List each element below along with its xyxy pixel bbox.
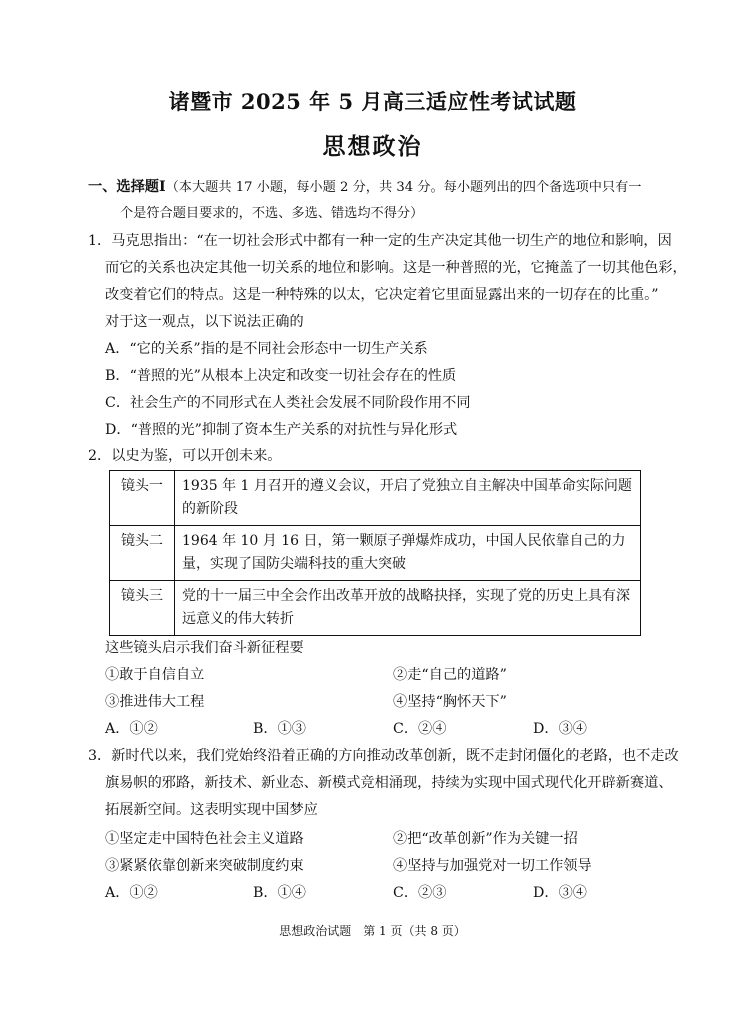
q1-option-d: D．“普照的光”抑制了资本生产关系的对抗性与异化形式 (105, 422, 458, 438)
q2-choice-a: A．①② (105, 721, 158, 737)
scene-desc: 1935 年 1 月召开的遵义会议，开启了党独立自主解决中国革命实际问题的新阶段 (175, 471, 641, 526)
scene-label: 镜头三 (110, 581, 175, 636)
q1-stem-line3: 改变着它们的特点。这是一种特殊的以太，它决定着它里面显露出来的一切存在的比重。” (105, 287, 659, 303)
q1-stem-line1: 1．马克思指出：“在一切社会形式中都有一种一定的生产决定其他一切生产的地位和影响，因 (88, 233, 672, 249)
q2-choice-c: C．②④ (393, 721, 447, 737)
table-row (110, 581, 641, 636)
page-footer: 思想政治试题 第 1 页（共 8 页） (279, 924, 466, 938)
exam-title: 诸暨市 2025 年 5 月高三适应性考试试题 (168, 89, 577, 114)
q2-choice-b: B．①③ (253, 721, 306, 737)
subject-title: 思想政治 (322, 133, 423, 160)
q1-option-c: C．社会生产的不同形式在人类社会发展不同阶段作用不同 (105, 395, 471, 411)
scene-desc: 1964 年 10 月 16 日，第一颗原子弹爆炸成功，中国人民依靠自己的力量，实现了国防尖端科技的重大突破 (175, 526, 641, 581)
q3-choice-b: B．①④ (253, 885, 306, 901)
q1-option-a: A．“它的关系”指的是不同社会形态中一切生产关系 (105, 341, 428, 357)
q2-item-1: ①敢于自信自立 (105, 667, 205, 683)
q2-item-3: ③推进伟大工程 (105, 694, 205, 710)
q2-choice-d: D．③④ (533, 721, 587, 737)
q3-item-4: ④坚持与加强党对一切工作领导 (393, 858, 592, 874)
q3-item-1: ①坚定走中国特色社会主义道路 (105, 831, 304, 847)
q1-option-b: B．“普照的光”从根本上决定和改变一切社会存在的性质 (105, 368, 457, 384)
section1-note-line2: 个是符合题目要求的，不选、多选、错选均不得分） (120, 206, 424, 221)
q3-stem-line1: 3．新时代以来，我们党始终沿着正确的方向推动改革创新，既不走封闭僵化的老路，也不走改 (88, 748, 679, 764)
q3-stem-line2: 旗易帜的邪路，新技术、新业态、新模式竞相涌现，持续为实现中国式现代化开辟新赛道、 (105, 775, 673, 791)
q3-item-3: ③紧紧依靠创新来突破制度约束 (105, 858, 304, 874)
q2-scenes-table (109, 470, 641, 636)
section1-heading-line (88, 178, 642, 197)
scene-label: 镜头一 (110, 471, 175, 526)
q3-choice-a: A．①② (105, 885, 158, 901)
q3-stem-line3: 拓展新空间。这表明实现中国梦应 (105, 802, 318, 818)
q2-question: 这些镜头启示我们奋斗新征程要 (105, 640, 304, 656)
q1-stem-line2: 而它的关系也决定其他一切关系的地位和影响。这是一种普照的光，它掩盖了一切其他色彩， (105, 260, 687, 276)
q2-item-4: ④坚持“胸怀天下” (393, 694, 507, 710)
table-row (110, 526, 641, 581)
section1-note-line1: （本大题共 17 小题，每小题 2 分，共 34 分。每小题列出的四个备选项中只有一 (165, 180, 642, 195)
q3-item-2: ②把“改革创新”作为关键一招 (393, 831, 578, 847)
q1-stem-line4: 对于这一观点，以下说法正确的 (105, 314, 304, 330)
table-row (110, 471, 641, 526)
scene-label: 镜头二 (110, 526, 175, 581)
q2-stem: 2．以史为鉴，可以开创未来。 (88, 448, 282, 464)
section1-heading: 一、选择题Ⅰ (88, 179, 166, 195)
q3-choice-c: C．②③ (393, 885, 447, 901)
q2-item-2: ②走“自己的道路” (393, 667, 507, 683)
q3-choice-d: D．③④ (533, 885, 587, 901)
scene-desc: 党的十一届三中全会作出改革开放的战略抉择，实现了党的历史上具有深远意义的伟大转折 (175, 581, 641, 636)
